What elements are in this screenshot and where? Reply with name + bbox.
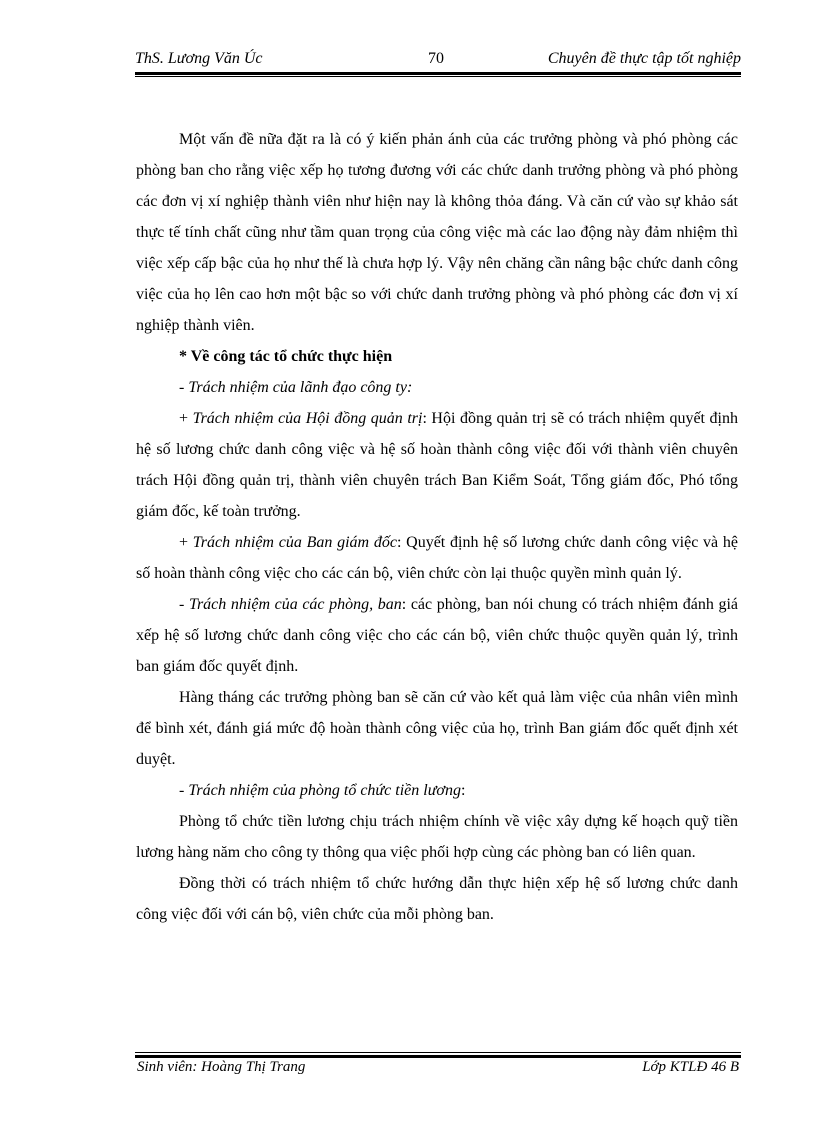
leadership-heading: - Trách nhiệm của lãnh đạo công ty: (179, 379, 413, 396)
header-rule-thin (135, 76, 741, 77)
page-body (136, 124, 738, 930)
header-report-title: Chuyên đề thực tập tốt nghiệp (547, 50, 741, 67)
paragraph-opinion: Một vấn đề nữa đặt ra là có ý kiến phản ánh của các trưởng phòng và phó phòng các phòng ban cho rằng việc xếp họ tương đương với các chức danh trưởng phòng và phó phòng các đơn vị xí nghiệp thành viên như hiện nay là không thỏa đáng. Và căn cứ vào sự khảo sát thực tế tính chất cũng như tầm quan trọng của công việc mà các lao động này đảm nhiệm thì việc xếp cấp bậc của họ như thế là chưa hợp lý. Vậy nên chăng cần nâng bậc chức danh công việc của họ lên cao hơn một bậc so với chức danh trưởng phòng và phó phòng các đơn vị xí nghiệp thành viên. (136, 131, 738, 334)
section-heading: * Về công tác tổ chức thực hiện (179, 348, 393, 365)
page-footer (137, 1058, 739, 1080)
paragraph-departments: - Trách nhiệm của các phòng, ban: các phòng, ban nói chung có trách nhiệm đánh giá xếp hệ số lương chức danh công việc cho các cán bộ, viên chức thuộc quyền quản lý, trình ban giám đốc quyết định. (136, 596, 739, 675)
paragraph-monthly: Hàng tháng các trưởng phòng ban sẽ căn cứ vào kết quả làm việc của nhân viên mình để bình xét, đánh giá mức độ hoàn thành công việc của họ, trình Ban giám đốc quết định xét duyệt. (136, 689, 738, 768)
footer-class: Lớp KTLĐ 46 B (642, 1059, 739, 1075)
hr-heading: - Trách nhiệm của phòng tổ chức tiền lương: (179, 782, 466, 799)
footer-student: Sinh viên: Hoàng Thị Trang (137, 1059, 306, 1075)
paragraph-hr-plan: Phòng tổ chức tiền lương chịu trách nhiệm chính về việc xây dựng kế hoạch quỹ tiền lương hàng năm cho công ty thông qua việc phối hợp cùng các phòng ban có liên quan. (136, 813, 738, 861)
footer-rule-thin (135, 1052, 741, 1053)
page-number: 70 (428, 50, 444, 67)
paragraph-board: + Trách nhiệm của Hội đồng quản trị: Hội đồng quản trị sẽ có trách nhiệm quyết định hệ số lương chức danh công việc và hệ số hoàn thành công việc đối với thành viên chuyên trách Hội đồng quản trị, thành viên chuyên trách Ban Kiểm Soát, Tổng giám đốc, Phó tổng giám đốc, kế toàn trưởng. (136, 410, 738, 520)
paragraph-hr-guidance: Đồng thời có trách nhiệm tổ chức hướng dẫn thực hiện xếp hệ số lương chức danh công việc đối với cán bộ, viên chức của mỗi phòng ban. (136, 875, 738, 923)
header-author: ThS. Lương Văn Úc (135, 50, 263, 67)
page-header (135, 47, 741, 73)
header-rule-thick (135, 72, 741, 75)
paragraph-directors: + Trách nhiệm của Ban giám đốc: Quyết định hệ số lương chức danh công việc và hệ số hoàn thành công việc cho các cán bộ, viên chức còn lại thuộc quyền mình quản lý. (136, 534, 739, 582)
